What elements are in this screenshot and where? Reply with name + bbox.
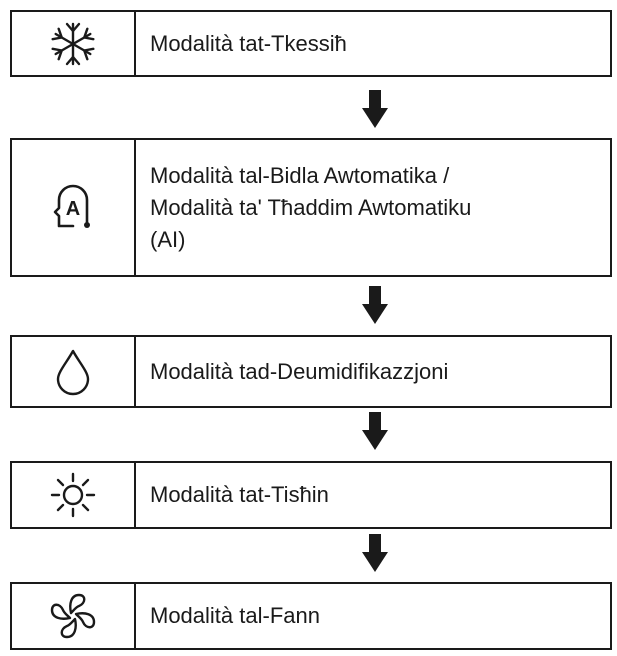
down-arrow-icon <box>362 90 388 128</box>
mode-label-dehumidify: Modalità tad-Deumidifikazzjoni <box>150 358 449 384</box>
mode-label-auto-line-3: (AI) <box>150 226 186 252</box>
down-arrow-icon <box>362 412 388 450</box>
mode-label-cooling: Modalità tat-Tkessiħ <box>150 30 347 56</box>
fan-icon <box>48 591 98 641</box>
mode-icon-cell <box>12 584 136 648</box>
down-arrow-icon <box>362 534 388 572</box>
mode-icon-cell <box>12 12 136 75</box>
mode-label-auto-line-1: Modalità tal-Bidla Awtomatika / <box>150 162 450 188</box>
droplet-icon <box>53 348 93 396</box>
mode-box-auto <box>10 138 612 277</box>
mode-box-cooling <box>10 10 612 77</box>
auto-mode-icon-letter: A <box>65 197 81 220</box>
mode-icon-cell <box>12 140 136 275</box>
mode-box-fan <box>10 582 612 650</box>
mode-box-dehumidify <box>10 335 612 408</box>
mode-label-auto-line-2: Modalità ta' Tħaddim Awtomatiku <box>150 194 472 220</box>
mode-label-cell <box>136 337 610 406</box>
mode-label-cell <box>136 463 610 527</box>
mode-label-heating: Modalità tat-Tisħin <box>150 482 329 507</box>
mode-icon-cell <box>12 337 136 406</box>
mode-box-heating <box>10 461 612 529</box>
mode-label-cell <box>136 12 610 75</box>
mode-label-cell <box>136 584 610 648</box>
mode-label-fan: Modalità tal-Fann <box>150 603 320 628</box>
snowflake-icon <box>49 20 97 68</box>
mode-icon-cell <box>12 463 136 527</box>
sun-icon <box>48 470 98 520</box>
down-arrow-icon <box>362 286 388 324</box>
auto-mode-icon <box>47 182 99 234</box>
mode-label-cell <box>136 140 610 275</box>
